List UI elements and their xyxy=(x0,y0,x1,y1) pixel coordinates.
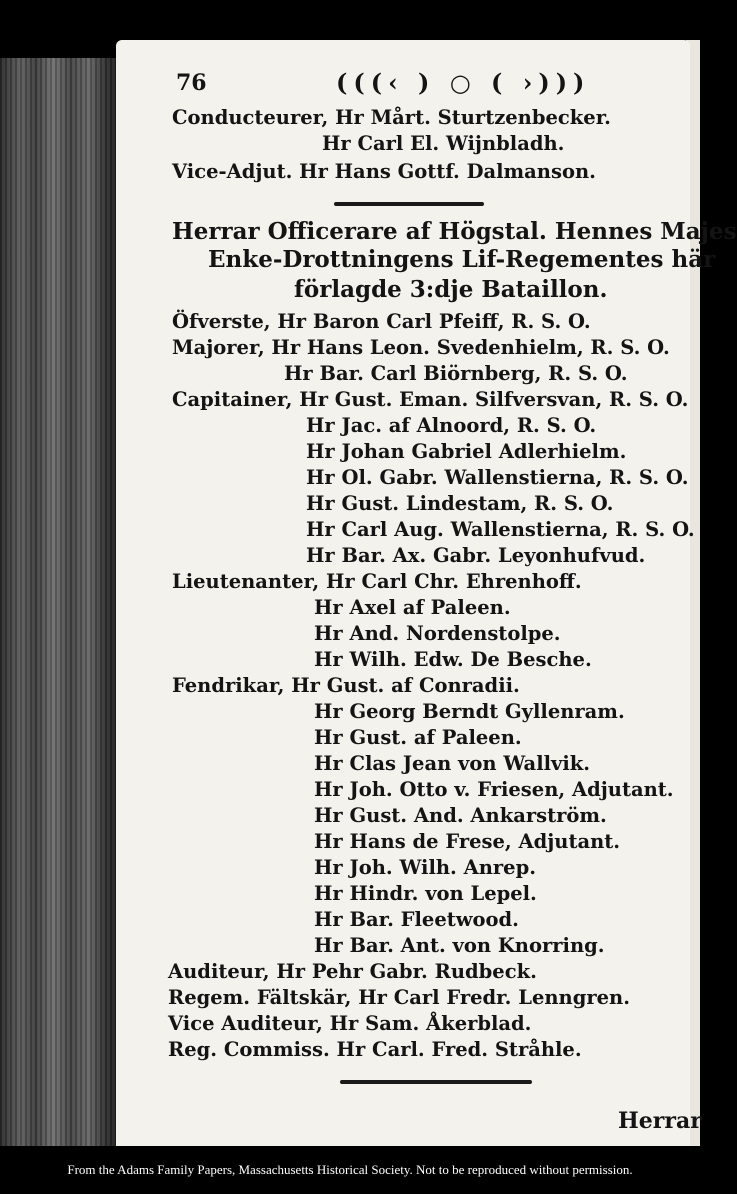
divider-rule xyxy=(334,202,484,206)
roster-line: Hr Gust. Lindestam, R. S. O. xyxy=(306,492,614,515)
header-ornament: (((‹ ) ○ ( ›))) xyxy=(336,68,591,97)
roster-line: Hr Hans de Frese, Adjutant. xyxy=(314,830,621,853)
roster-line: Hr Joh. Otto v. Friesen, Adjutant. xyxy=(314,778,674,801)
roster-line: Hr Gust. And. Ankarström. xyxy=(314,804,607,827)
section-heading-line: Enke-Drottningens Lif-Regementes här xyxy=(208,246,716,273)
roster-line: Hr Georg Berndt Gyllenram. xyxy=(314,700,625,723)
roster-line: Vice Auditeur, Hr Sam. Åkerblad. xyxy=(168,1012,532,1035)
book-spine xyxy=(0,58,118,1146)
text-line: Vice-Adjut. Hr Hans Gottf. Dalmanson. xyxy=(172,160,596,183)
section-heading-line: Herrar Officerare af Högstal. Hennes Majes xyxy=(172,218,737,245)
roster-line: Hr Bar. Fleetwood. xyxy=(314,908,519,931)
roster-line: Hr Bar. Ax. Gabr. Leyonhufvud. xyxy=(306,544,646,567)
roster-line: Hr Clas Jean von Wallvik. xyxy=(314,752,591,775)
roster-line: Hr Joh. Wilh. Anrep. xyxy=(314,856,537,879)
copyright-footer: From the Adams Family Papers, Massachusetts Historical Society. Not to be reproduced without permission. xyxy=(67,1162,633,1177)
roster-line: Hr Bar. Carl Biörnberg, R. S. O. xyxy=(284,362,628,385)
roster-line: Hr Wilh. Edw. De Besche. xyxy=(314,648,592,671)
roster-line: Lieutenanter, Hr Carl Chr. Ehrenhoff. xyxy=(172,570,582,593)
roster-line: Hr Johan Gabriel Adlerhielm. xyxy=(306,440,627,463)
roster-line: Regem. Fältskär, Hr Carl Fredr. Lenngren. xyxy=(168,986,630,1009)
roster-line: Hr Hindr. von Lepel. xyxy=(314,882,537,905)
roster-line: Hr Ol. Gabr. Wallenstierna, R. S. O. xyxy=(306,466,689,489)
page-number: 76 xyxy=(176,70,207,96)
divider-rule xyxy=(340,1080,532,1084)
roster-line: Capitainer, Hr Gust. Eman. Silfversvan, R. S. O. xyxy=(172,388,689,411)
roster-line: Reg. Commiss. Hr Carl. Fred. Stråhle. xyxy=(168,1038,582,1061)
book-page xyxy=(116,40,737,1146)
roster-line: Öfverste, Hr Baron Carl Pfeiff, R. S. O. xyxy=(172,310,591,333)
roster-line: Majorer, Hr Hans Leon. Svedenhielm, R. S. O. xyxy=(172,336,670,359)
roster-line: Hr Bar. Ant. von Knorring. xyxy=(314,934,605,957)
roster-line: Fendrikar, Hr Gust. af Conradii. xyxy=(172,674,520,697)
section-heading-line: förlagde 3:dje Bataillon. xyxy=(294,276,608,303)
roster-line: Auditeur, Hr Pehr Gabr. Rudbeck. xyxy=(168,960,537,983)
catchword: Herrar xyxy=(618,1108,702,1134)
text-line: Conducteurer, Hr Mårt. Sturtzenbecker. xyxy=(172,106,611,129)
roster-line: Hr Carl Aug. Wallenstierna, R. S. O. xyxy=(306,518,695,541)
roster-line: Hr Gust. af Paleen. xyxy=(314,726,522,749)
roster-line: Hr And. Nordenstolpe. xyxy=(314,622,561,645)
roster-line: Hr Axel af Paleen. xyxy=(314,596,511,619)
roster-line: Hr Jac. af Alnoord, R. S. O. xyxy=(306,414,597,437)
text-line: Hr Carl El. Wijnbladh. xyxy=(322,132,565,155)
